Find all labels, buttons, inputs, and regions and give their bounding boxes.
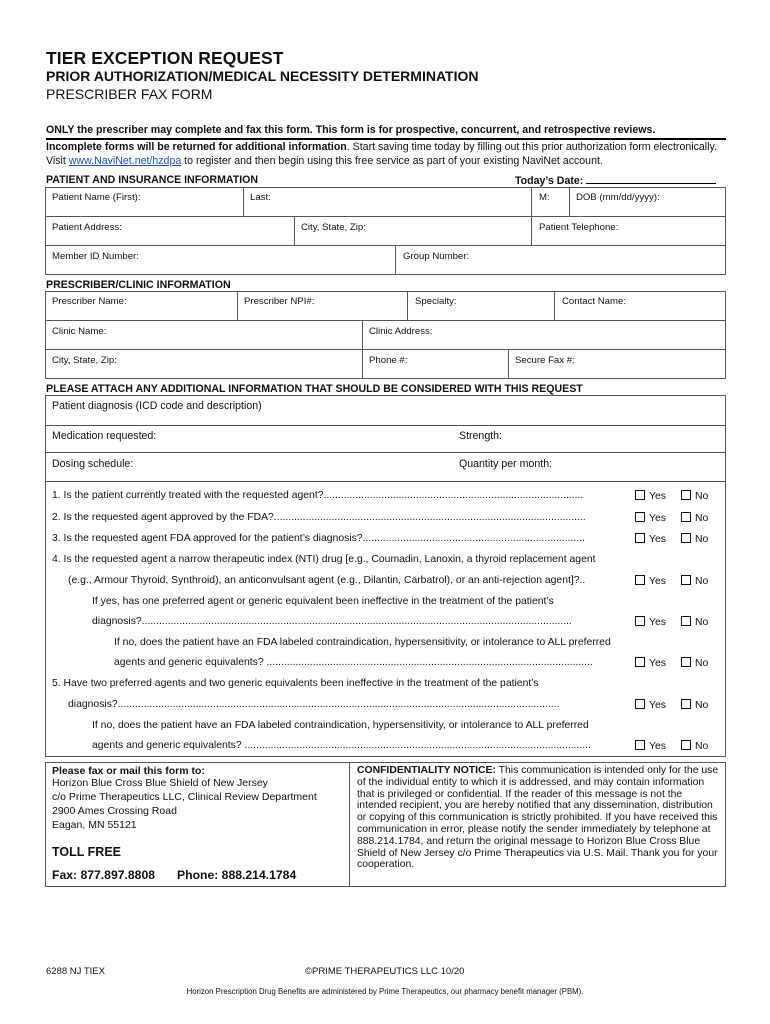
divider (531, 187, 532, 216)
todays-date-label: Today’s Date: (515, 175, 584, 187)
contact-name-field[interactable]: Contact Name: (562, 296, 626, 307)
clinic-phone-field[interactable]: Phone #: (369, 355, 408, 366)
yes-label: Yes (649, 617, 666, 628)
yes-label: Yes (649, 513, 666, 524)
q3-no-checkbox[interactable] (681, 533, 708, 545)
divider (508, 349, 509, 379)
yes-label: Yes (649, 534, 666, 545)
fax-phone-line (52, 868, 296, 882)
q3-yes-checkbox[interactable] (635, 533, 666, 545)
no-label: No (695, 534, 709, 545)
divider (362, 320, 363, 379)
q5-yes-checkbox[interactable] (635, 699, 666, 711)
checkbox-icon (635, 490, 645, 500)
patient-first-name-field[interactable]: Patient Name (First): (52, 192, 141, 203)
divider (45, 481, 726, 482)
no-label: No (695, 700, 709, 711)
yes-label: Yes (649, 741, 666, 752)
q4b-no-checkbox[interactable] (681, 657, 708, 669)
no-label: No (695, 658, 709, 669)
divider (45, 245, 726, 246)
divider (237, 291, 238, 320)
checkbox-icon (681, 533, 691, 543)
member-id-field[interactable]: Member ID Number: (52, 251, 139, 262)
divider (46, 138, 726, 140)
form-type: PRESCRIBER FAX FORM (46, 86, 213, 102)
checkbox-icon (635, 740, 645, 750)
checkbox-icon (681, 575, 691, 585)
navinet-link[interactable]: www.NaviNet.net/hzdpa (68, 154, 182, 167)
divider (531, 216, 532, 245)
divider (349, 762, 350, 887)
checkbox-icon (635, 533, 645, 543)
prescriber-npi-field[interactable]: Prescriber NPI#: (244, 296, 315, 307)
checkbox-icon (681, 490, 691, 500)
q1-no-checkbox[interactable] (681, 490, 708, 502)
quantity-field[interactable]: Quantity per month: (459, 458, 553, 470)
divider (45, 216, 726, 217)
yes-label: Yes (649, 658, 666, 669)
checkbox-icon (635, 699, 645, 709)
q4a-no-checkbox[interactable] (681, 616, 708, 628)
question-4a-line-1: If yes, has one preferred agent or generic equivalent been ineffective in the treatment of the patient’s (92, 596, 554, 607)
q5-no-checkbox[interactable] (681, 699, 708, 711)
group-number-field[interactable]: Group Number: (403, 251, 470, 262)
copyright: ©PRIME THERAPEUTICS LLC 10/20 (305, 966, 465, 977)
q4-no-checkbox[interactable] (681, 575, 708, 587)
yes-label: Yes (649, 491, 666, 502)
fax-number: Fax: 877.897.8808 (52, 868, 155, 882)
divider (45, 320, 726, 321)
divider (45, 452, 726, 453)
checkbox-icon (681, 616, 691, 626)
divider (554, 291, 555, 320)
checkbox-icon (681, 512, 691, 522)
divider (45, 349, 726, 350)
q5a-no-checkbox[interactable] (681, 740, 708, 752)
mail-line-1: Horizon Blue Cross Blue Shield of New Jersey (52, 777, 268, 789)
divider (395, 245, 396, 275)
question-5-line-1: 5. Have two preferred agents and two generic equivalents been ineffective in the treatment of the patient’s (52, 678, 539, 689)
divider (243, 187, 244, 216)
divider (45, 425, 726, 426)
form-title: TIER EXCEPTION REQUEST (46, 48, 284, 68)
question-4-line-1: 4. Is the requested agent a narrow therapeutic index (NTI) drug [e.g., Coumadin, Lanoxin, a thyroid replacement agent (52, 554, 596, 565)
form-code: 6288 NJ TIEX (46, 966, 105, 977)
incomplete-notice (46, 141, 736, 168)
diagnosis-field[interactable]: Patient diagnosis (ICD code and description) (52, 400, 262, 412)
no-label: No (695, 576, 709, 587)
question-4-line-2: (e.g., Armour Thyroid, Synthroid), an anticonvulsant agent (e.g., Dilantin, Carbatrol), or an anti-rejection agent]?.. (68, 575, 586, 586)
medication-field[interactable]: Medication requested: (52, 430, 157, 442)
attach-section-heading: PLEASE ATTACH ANY ADDITIONAL INFORMATION THAT SHOULD BE CONSIDERED WITH THIS REQUEST (46, 383, 583, 395)
yes-label: Yes (649, 700, 666, 711)
confidentiality-body: This communication is intended only for the use of the individual entity to which it is addressed, and may contain information that is privileged or confidential. If the reader of this message is not the intended recipient, you are hereby notified that any dissemination, distribution or copying of this communication is strictly prohibited. If you have received this communication in error, please notify the sender immediately by telephone at 888.214.1784, and return the original message to Horizon Blue Cross Blue Shield of New Jersey c/o Prime Therapeutics via U.S. Mail. Thank you for your cooperation. (357, 765, 719, 871)
no-label: No (695, 513, 709, 524)
patient-section-heading: PATIENT AND INSURANCE INFORMATION (46, 174, 259, 186)
pbm-disclaimer: Horizon Prescription Drug Benefits are administered by Prime Therapeutics, our pharmacy benefit manager (PBM). (186, 987, 584, 996)
checkbox-icon (635, 575, 645, 585)
clinic-name-field[interactable]: Clinic Name: (52, 326, 107, 337)
prescriber-section-heading: PRESCRIBER/CLINIC INFORMATION (46, 279, 231, 291)
patient-address-field[interactable]: Patient Address: (52, 222, 122, 233)
specialty-field[interactable]: Specialty: (415, 296, 457, 307)
question-5a-line-2: agents and generic equivalents? ........................................................................................................................ (92, 740, 591, 751)
no-label: No (695, 491, 709, 502)
prescriber-only-notice: ONLY the prescriber may complete and fax this form. This form is for prospective, concurrent, and retrospective reviews. (46, 124, 656, 136)
mail-line-2: c/o Prime Therapeutics LLC, Clinical Review Department (52, 791, 317, 803)
toll-free-label: TOLL FREE (52, 845, 121, 859)
q2-no-checkbox[interactable] (681, 512, 708, 524)
secure-fax-field[interactable]: Secure Fax #: (515, 355, 575, 366)
question-4b-line-2: agents and generic equivalents? ................................................................................................................. (114, 657, 593, 668)
mail-line-3: 2900 Ames Crossing Road (52, 805, 177, 817)
q4b-yes-checkbox[interactable] (635, 657, 666, 669)
dosing-field[interactable]: Dosing schedule: (52, 458, 134, 470)
yes-label: Yes (649, 576, 666, 587)
question-4a-line-2: diagnosis?..................................................................................................................................................... (92, 616, 572, 627)
patient-last-name-field[interactable]: Last: (250, 192, 271, 203)
incomplete-tail: to register and then begin using this free service as part of your existing NaviNet account. (181, 154, 603, 167)
todays-date-field[interactable] (515, 174, 716, 187)
question-2: 2. Is the requested agent approved by the FDA?............................................................................................................ (52, 512, 586, 523)
mail-heading: Please fax or mail this form to: (52, 765, 205, 777)
q4a-yes-checkbox[interactable] (635, 616, 666, 628)
no-label: No (695, 741, 709, 752)
question-4b-line-1: If no, does the patient have an FDA labeled contraindication, hypersensitivity, or intolerance to ALL preferred (114, 637, 611, 648)
phone-number: Phone: 888.214.1784 (177, 868, 297, 882)
checkbox-icon (635, 616, 645, 626)
checkbox-icon (635, 512, 645, 522)
divider (294, 216, 295, 245)
checkbox-icon (681, 657, 691, 667)
patient-city-field[interactable]: City, State, Zip: (301, 222, 366, 233)
patient-dob-field[interactable]: DOB (mm/dd/yyyy): (576, 192, 660, 203)
incomplete-bold: Incomplete forms will be returned for additional information (46, 141, 347, 153)
question-3: 3. Is the requested agent FDA approved for the patient’s diagnosis?............................................................................. (52, 533, 585, 544)
checkbox-icon (681, 699, 691, 709)
q5a-yes-checkbox[interactable] (635, 740, 666, 752)
checkbox-icon (635, 657, 645, 667)
todays-date-line (586, 174, 716, 184)
patient-telephone-field[interactable]: Patient Telephone: (539, 222, 619, 233)
clinic-address-field[interactable]: Clinic Address: (369, 326, 433, 337)
q4-yes-checkbox[interactable] (635, 575, 666, 587)
question-1: 1. Is the patient currently treated with the requested agent?.......................................................................................... (52, 490, 584, 501)
form-subtitle: PRIOR AUTHORIZATION/MEDICAL NECESSITY DETERMINATION (46, 68, 479, 84)
divider (407, 291, 408, 320)
question-5a-line-1: If no, does the patient have an FDA labeled contraindication, hypersensitivity, or intolerance to ALL preferred (92, 720, 589, 731)
confidentiality-notice (357, 765, 719, 871)
confidentiality-heading: CONFIDENTIALITY NOTICE: (357, 765, 496, 776)
patient-mi-field[interactable]: M: (539, 192, 550, 203)
divider (569, 187, 570, 216)
checkbox-icon (681, 740, 691, 750)
q2-yes-checkbox[interactable] (635, 512, 666, 524)
mail-line-4: Eagan, MN 55121 (52, 819, 137, 831)
q1-yes-checkbox[interactable] (635, 490, 666, 502)
question-5-line-2: diagnosis?......................................................................................................................................................... (68, 699, 560, 710)
clinic-city-field[interactable]: City, State, Zip: (52, 355, 117, 366)
strength-field[interactable]: Strength: (459, 430, 502, 442)
incomplete-text: . Start saving time today by filling out this prior authorization form electronically. Visit (46, 141, 717, 167)
prescriber-name-field[interactable]: Prescriber Name: (52, 296, 127, 307)
no-label: No (695, 617, 709, 628)
